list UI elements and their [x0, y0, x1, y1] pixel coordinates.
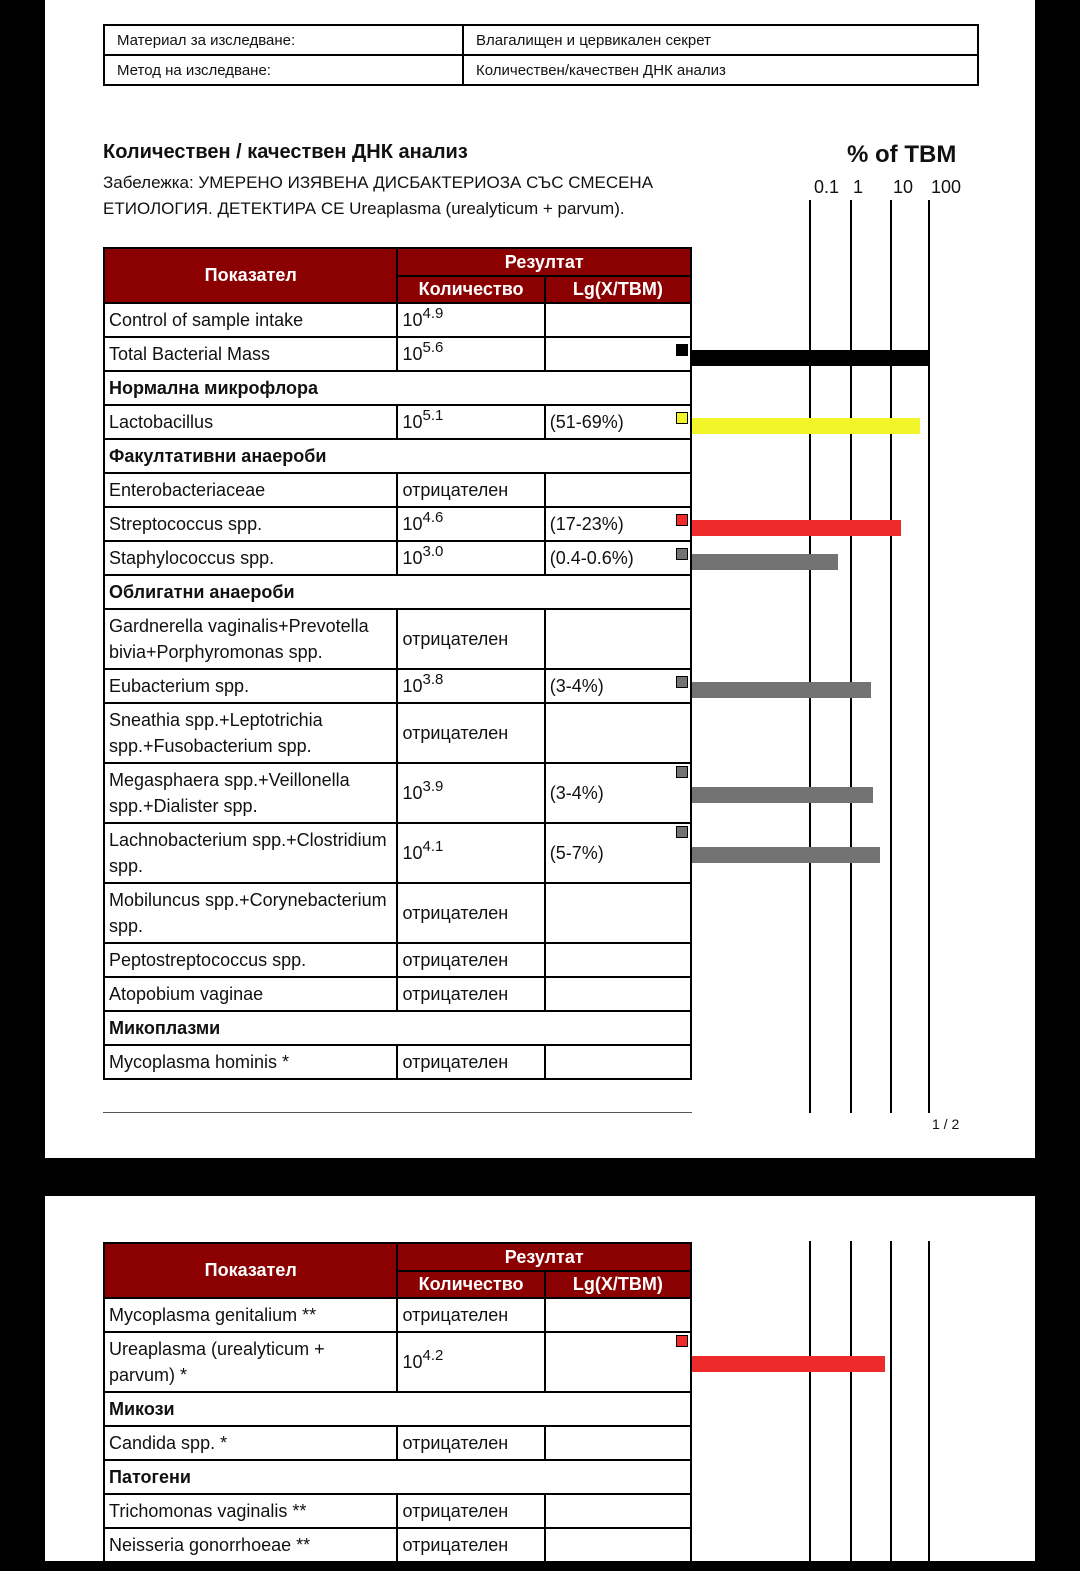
row-lg: (5-7%) — [545, 823, 691, 883]
row-name: Mycoplasma hominis * — [104, 1045, 397, 1079]
row-lg — [545, 1045, 691, 1079]
header-row — [104, 1243, 691, 1271]
table-row — [104, 1528, 691, 1562]
row-quantity — [397, 337, 544, 371]
section-row — [104, 1392, 691, 1426]
results-table — [103, 247, 692, 1080]
quantity-base: 10 — [402, 842, 423, 863]
yellow-marker-icon — [676, 412, 688, 424]
row-quantity — [397, 405, 544, 439]
gridline-0-1 — [809, 1241, 811, 1571]
table-row — [104, 1426, 691, 1460]
row-lg — [545, 1298, 691, 1332]
row-lg: (51-69%) — [545, 405, 691, 439]
tick-label: 0.1 — [814, 177, 840, 197]
row-name: Megasphaera spp.+Veillonella spp.+Dialister spp. — [104, 763, 397, 823]
gray-bar — [692, 787, 873, 803]
gray-bar — [692, 847, 880, 863]
section-row — [104, 575, 691, 609]
quantity-base: 10 — [402, 675, 423, 696]
quantity-exponent: 4.2 — [422, 1346, 444, 1364]
row-name: Ureaplasma (urealyticum + parvum) * — [104, 1332, 397, 1392]
red-marker-icon — [676, 1335, 688, 1347]
quantity-exponent: 3.0 — [422, 542, 444, 560]
row-quantity: отрицателен — [397, 703, 544, 763]
row-lg — [545, 883, 691, 943]
method-row — [104, 55, 978, 85]
black-marker-icon — [676, 344, 688, 356]
header-lg: Lg(X/TBM) — [545, 1271, 691, 1298]
row-lg: (3-4%) — [545, 763, 691, 823]
row-name: Candida spp. * — [104, 1426, 397, 1460]
table-row — [104, 337, 691, 371]
quantity-base: 10 — [402, 547, 423, 568]
material-value: Влагалищен и цервикален секрет — [463, 25, 978, 55]
yellow-bar — [692, 418, 920, 434]
row-name: Lactobacillus — [104, 405, 397, 439]
table-row — [104, 609, 691, 669]
table-row — [104, 1494, 691, 1528]
row-quantity: отрицателен — [397, 977, 544, 1011]
table-row — [104, 303, 691, 337]
row-lg — [545, 1528, 691, 1562]
header-indicator: Показател — [104, 1243, 397, 1298]
section-row — [104, 1011, 691, 1045]
scale-title: % of TBM — [847, 141, 957, 168]
row-name: Mobiluncus spp.+Corynebacterium spp. — [104, 883, 397, 943]
report-page-1 — [45, 0, 1035, 1158]
red-bar — [692, 520, 901, 536]
report-title: Количествен / качествен ДНК анализ — [103, 141, 468, 163]
table-row — [104, 507, 691, 541]
quantity-exponent: 4.6 — [422, 508, 444, 526]
gridline-0-1 — [809, 200, 811, 1113]
gray-marker-icon — [676, 676, 688, 688]
row-lg — [545, 1426, 691, 1460]
row-name: Staphylococcus spp. — [104, 541, 397, 575]
tick-label: 10 — [893, 177, 914, 197]
table-row — [104, 883, 691, 943]
red-bar — [692, 1356, 885, 1372]
row-lg — [545, 473, 691, 507]
row-lg — [545, 703, 691, 763]
header-indicator: Показател — [104, 248, 397, 303]
section-row — [104, 1460, 691, 1494]
row-quantity: отрицателен — [397, 1528, 544, 1562]
report-page-2 — [45, 1196, 1035, 1561]
gray-marker-icon — [676, 826, 688, 838]
row-quantity: отрицателен — [397, 1298, 544, 1332]
row-name: Mycoplasma genitalium ** — [104, 1298, 397, 1332]
quantity-exponent: 3.9 — [422, 777, 444, 795]
row-name: Gardnerella vaginalis+Prevotella bivia+Porphyromonas spp. — [104, 609, 397, 669]
header-result: Резултат — [397, 248, 691, 276]
quantity-base: 10 — [402, 309, 423, 330]
method-value: Количествен/качествен ДНК анализ — [463, 55, 978, 85]
row-name: Enterobacteriaceae — [104, 473, 397, 507]
quantity-exponent: 5.6 — [422, 338, 444, 356]
row-quantity: отрицателен — [397, 1426, 544, 1460]
row-lg — [545, 943, 691, 977]
row-lg — [545, 977, 691, 1011]
row-quantity — [397, 1332, 544, 1392]
row-lg: (0.4-0.6%) — [545, 541, 691, 575]
table-end-rule — [103, 1112, 692, 1113]
table-row — [104, 763, 691, 823]
row-quantity — [397, 507, 544, 541]
row-name: Eubacterium spp. — [104, 669, 397, 703]
row-quantity: отрицателен — [397, 943, 544, 977]
row-quantity — [397, 823, 544, 883]
quantity-base: 10 — [402, 411, 423, 432]
row-quantity — [397, 669, 544, 703]
gridline-10 — [890, 1241, 892, 1571]
gray-bar — [692, 554, 838, 570]
gray-marker-icon — [676, 548, 688, 560]
gridline-100 — [928, 1241, 930, 1571]
section-row — [104, 439, 691, 473]
table-row — [104, 1332, 691, 1392]
section-label: Нормална микрофлора — [104, 371, 691, 405]
row-name: Atopobium vaginae — [104, 977, 397, 1011]
table-row — [104, 541, 691, 575]
tick-label: 1 — [853, 177, 864, 197]
section-label: Микоплазми — [104, 1011, 691, 1045]
gridline-1 — [850, 1241, 852, 1571]
row-lg: (3-4%) — [545, 669, 691, 703]
row-name: Control of sample intake — [104, 303, 397, 337]
gridline-1 — [850, 200, 852, 1113]
gridline-100 — [928, 200, 930, 1113]
quantity-exponent: 3.8 — [422, 670, 444, 688]
page-number: 1 / 2 — [932, 1116, 960, 1132]
material-row — [104, 25, 978, 55]
row-lg — [545, 303, 691, 337]
row-lg — [545, 609, 691, 669]
row-name: Total Bacterial Mass — [104, 337, 397, 371]
table-row — [104, 1298, 691, 1332]
quantity-exponent: 4.1 — [422, 837, 444, 855]
table-row — [104, 473, 691, 507]
row-quantity: отрицателен — [397, 609, 544, 669]
table-row — [104, 669, 691, 703]
row-name: Neisseria gonorrhoeae ** — [104, 1528, 397, 1562]
row-lg: (17-23%) — [545, 507, 691, 541]
method-label: Метод на изследване: — [104, 55, 463, 85]
table-row — [104, 405, 691, 439]
quantity-base: 10 — [402, 513, 423, 534]
row-lg — [545, 1494, 691, 1528]
row-quantity — [397, 303, 544, 337]
section-label: Патогени — [104, 1460, 691, 1494]
section-label: Облигатни анаероби — [104, 575, 691, 609]
header-quantity: Количество — [397, 1271, 544, 1298]
table-row — [104, 823, 691, 883]
tick-label: 100 — [931, 177, 962, 197]
row-lg — [545, 1332, 691, 1392]
gray-marker-icon — [676, 766, 688, 778]
row-name: Trichomonas vaginalis ** — [104, 1494, 397, 1528]
header-lg: Lg(X/TBM) — [545, 276, 691, 303]
header-quantity: Количество — [397, 276, 544, 303]
meta-table — [103, 24, 979, 86]
section-label: Микози — [104, 1392, 691, 1426]
table-row — [104, 703, 691, 763]
section-row — [104, 371, 691, 405]
row-name: Peptostreptococcus spp. — [104, 943, 397, 977]
row-lg — [545, 337, 691, 371]
black-bar — [692, 350, 929, 366]
table-row — [104, 1045, 691, 1079]
red-marker-icon — [676, 514, 688, 526]
row-name: Sneathia spp.+Leptotrichia spp.+Fusobacterium spp. — [104, 703, 397, 763]
quantity-base: 10 — [402, 1351, 423, 1372]
results-table — [103, 1242, 692, 1563]
quantity-exponent: 5.1 — [422, 406, 444, 424]
quantity-base: 10 — [402, 782, 423, 803]
row-quantity — [397, 763, 544, 823]
row-quantity: отрицателен — [397, 883, 544, 943]
row-quantity — [397, 541, 544, 575]
quantity-base: 10 — [402, 343, 423, 364]
section-label: Факултативни анаероби — [104, 439, 691, 473]
report-note: Забележка: УМЕРЕНО ИЗЯВЕНА ДИСБАКТЕРИОЗА СЪС СМЕСЕНА ЕТИОЛОГИЯ. ДЕТЕКТИРА СЕ Ureaplasma (urealyticum + parvum). — [103, 173, 654, 218]
quantity-exponent: 4.9 — [422, 304, 444, 322]
row-name: Streptococcus spp. — [104, 507, 397, 541]
header-row — [104, 248, 691, 276]
table-row — [104, 977, 691, 1011]
row-quantity: отрицателен — [397, 1494, 544, 1528]
row-name: Lachnobacterium spp.+Clostridium spp. — [104, 823, 397, 883]
row-quantity: отрицателен — [397, 473, 544, 507]
row-quantity: отрицателен — [397, 1045, 544, 1079]
table-row — [104, 943, 691, 977]
gridline-10 — [890, 200, 892, 1113]
header-result: Резултат — [397, 1243, 691, 1271]
gray-bar — [692, 682, 871, 698]
material-label: Материал за изследване: — [104, 25, 463, 55]
